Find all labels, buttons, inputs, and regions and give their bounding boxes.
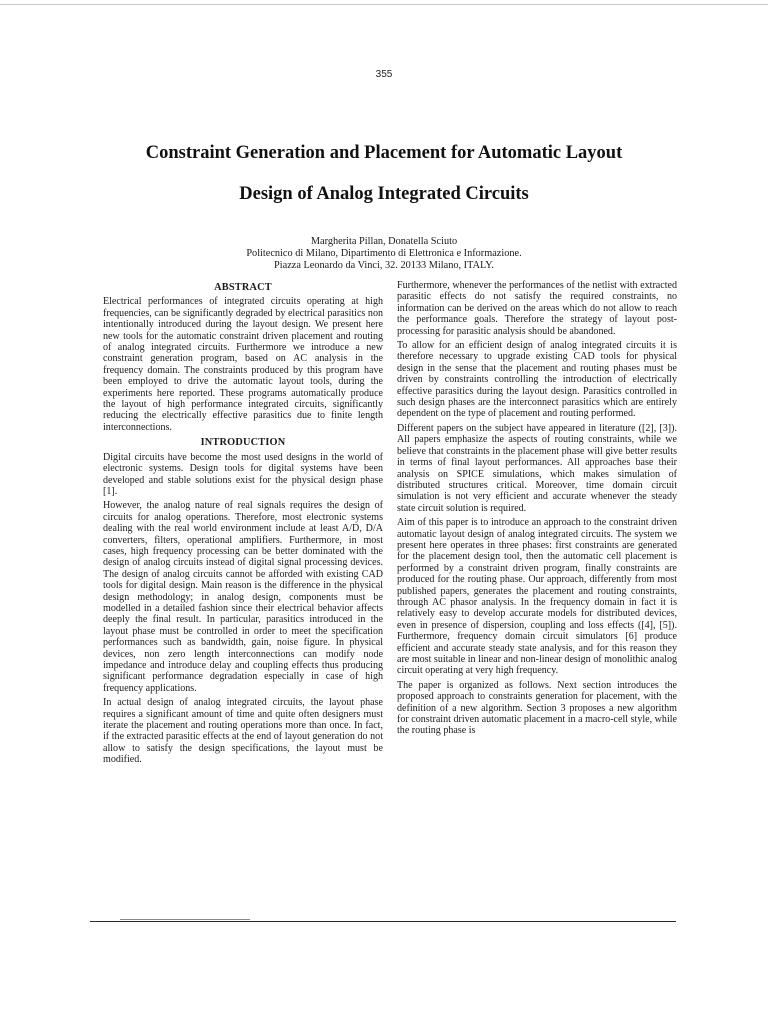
left-column	[103, 280, 383, 769]
body-paragraph: The paper is organized as follows. Next section introduces the proposed approach to constraints generation for placement, with the definition of a new algorithm. Section 3 proposes a new algorithm for constraint driven automatic placement in a macro-cell style, while the routing phase is	[397, 679, 677, 737]
body-paragraph: Different papers on the subject have appeared in literature ([2], [3]). All papers emphasize the aspects of routing constraints, while we believe that constraints in the placement phase will give better results in terms of final layout performances. All approaches base their analysis on SPICE simulations, which makes simulation of distributed structures critical. Moreover, time domain circuit simulation is not very efficient and accurate whenever the steady state circuit solution is required.	[397, 422, 677, 514]
author-names: Margherita Pillan, Donatella Sciuto	[310, 236, 458, 247]
paper-title-line-2: Design of Analog Integrated Circuits	[239, 184, 529, 204]
top-edge-rule	[0, 4, 768, 5]
author-block	[100, 236, 668, 272]
footer-rule	[90, 921, 676, 922]
author-affiliation: Politecnico di Milano, Dipartimento di Elettronica e Informazione.	[246, 248, 522, 259]
intro-paragraph: Digital circuits have become the most used designs in the world of electronic systems. Design tools for digital systems have been developed and stable solutions exist for the physical design phase [1].	[103, 451, 383, 497]
body-paragraph: Aim of this paper is to introduce an approach to the constraint driven automatic layout design of analog integrated circuits. The system we present here operates in three phases: first constraints are generated for the placement design tool, then the automatic cell placement is performed by a constraint driven program, finally constraints are produced for the routing phase. Our approach, differently from most published papers, generates the placement and routing constraints, through AC phasor analysis. In the frequency domain in fact it is relatively easy to develop accurate models for distributed devices, even in presence of dispersion, coupling and loss effects ([4], [5]). Furthermore, frequency domain circuit simulators [6] produce efficient and accurate steady state analysis, and for this reason they are most suitable in linear and non-linear design of monolithic analog circuit operating at very high frequency.	[397, 517, 677, 677]
intro-paragraph: However, the analog nature of real signals requires the design of circuits for analog operations. Therefore, most electronic systems dealing with the real world environment include at least A/D, D/A converters, filters, operational amplifiers. Furthermore, in most cases, high frequency processing can be better dominated with the design of analog circuits instead of digital signal processing devices. The design of analog circuits cannot be afforded with existing CAD tools for digital design. Main reason is the difference in the physical design methodology; in analog design, components must be modelled in a detailed fashion since their electrical behavior affects deeply the final result. In particular, parasitics introduced in the layout phase must be controlled in order to meet the specification performances such as bandwidth, gain, noise figure. In physical devices, non zero length interconnections can modify node impedance and introduce delay and coupling effects thus producing significant performance degradation especially in case of high frequency applications.	[103, 500, 383, 694]
intro-paragraph: In actual design of analog integrated circuits, the layout phase requires a significant amount of time and quite often designers must iterate the placement and routing operations more than once. In fact, if the extracted parasitic effects at the end of layout generation do not allow to satisfy the design specifications, the layout must be modified.	[103, 697, 383, 766]
introduction-heading: INTRODUCTION	[200, 437, 286, 449]
body-paragraph: Furthermore, whenever the performances of the netlist with extracted parasitic effects do not satisfy the required constraints, no information can be derived on the areas which do not allow to reach the performance goals. Therefore the strategy of layout post-processing for parasitic analysis should be abandoned.	[397, 280, 677, 337]
paper-title-line-1: Constraint Generation and Placement for Automatic Layout	[145, 143, 623, 163]
body-paragraph: To allow for an efficient design of analog integrated circuits it is therefore necessary to upgrade existing CAD tools for physical design in the sense that the placement and routing phases must be driven by constraints controlling the introduction of electrically effective parasitics during the layout design. Parasitics controlled in such design phases are the interconnect parasitics which are entirely dependent on the type of placement and routing performed.	[397, 340, 677, 420]
footer-short-rule	[120, 919, 250, 920]
abstract-text: Electrical performances of integrated circuits operating at high frequencies, can be significantly degraded by electrical parasitics non intentionally introduced during the layout design. We present here new tools for the automatic constraint driven placement and routing of analog integrated circuits. Furthermore we introduce a new constraint generation program, based on AC analysis in the frequency domain. The constraints produced by this program have been employed to drive the automatic layout tools, during the experiments here reported. These programs automatically produce the layout of high performance integrated circuits, significantly reducing the electrically effective parasitics due to finite length interconnections.	[103, 296, 383, 433]
right-column	[397, 280, 677, 740]
abstract-heading: ABSTRACT	[214, 282, 272, 293]
page-number: 355	[375, 69, 393, 80]
author-address: Piazza Leonardo da Vinci, 32. 20133 Milano, ITALY.	[274, 260, 494, 271]
